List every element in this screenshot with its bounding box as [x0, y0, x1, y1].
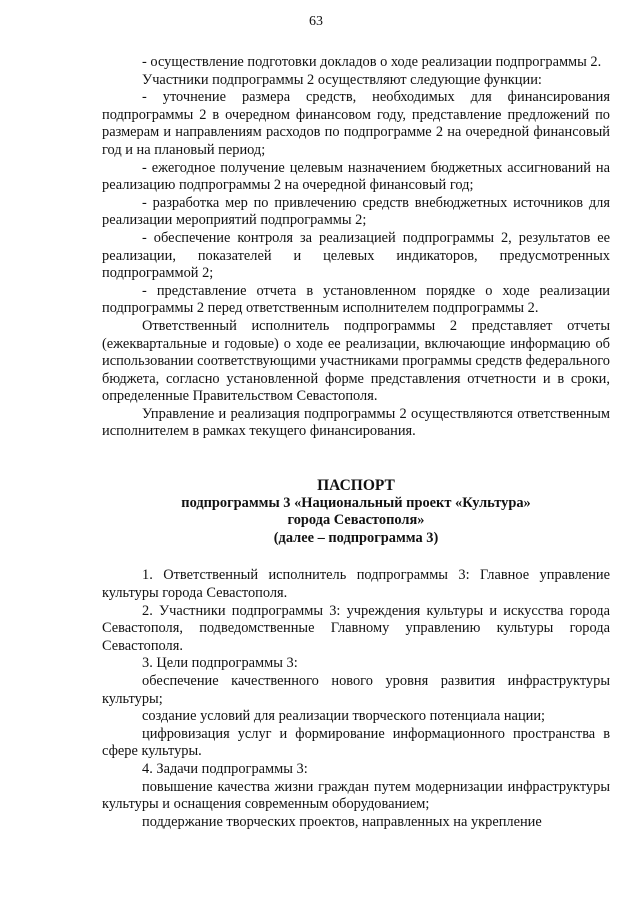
paragraph: 4. Задачи подпрограммы 3: [142, 760, 308, 777]
paragraph: - обеспечение контроля за реализацией подпрограммы 2, результатов ее реализации, показателей и целевых индикаторов, предусмотренных подпрограммой 2; [102, 229, 610, 282]
paragraph: создание условий для реализации творческого потенциала нации; [142, 708, 546, 725]
passport-title: ПАСПОРТ [317, 477, 395, 495]
paragraph: 3. Цели подпрограммы 3: [142, 655, 298, 672]
paragraph: Ответственный исполнитель подпрограммы 2 представляет отчеты (ежеквартальные и годовые) о ходе ее реализации, включающие информацию об использовании соответствующими участниками программы средств федерального бюджета, согласно установленной форме представления отчетности и в сроки, определенные Правительством Севастополя. [102, 317, 610, 405]
document-body [102, 54, 610, 831]
page-number: 63 [309, 14, 323, 29]
paragraph: - разработка мер по привлечению средств внебюджетных источников для реализации мероприятий подпрограммы 2; [102, 194, 610, 229]
paragraph: повышение качества жизни граждан путем модернизации инфраструктуры культуры и оснащения современным оборудованием; [102, 778, 610, 813]
passport-subtitle: (далее – подпрограмма 3) [273, 529, 439, 546]
paragraph: - ежегодное получение целевым назначением бюджетных ассигнований на реализацию подпрограммы 2 на очередной финансовый год; [102, 159, 610, 194]
paragraph: цифровизация услуг и формирование информационного пространства в сфере культуры. [102, 725, 610, 760]
paragraph: 1. Ответственный исполнитель подпрограммы 3: Главное управление культуры города Севастополя. [102, 567, 610, 602]
paragraph: Управление и реализация подпрограммы 2 осуществляются ответственным исполнителем в рамках текущего финансирования. [102, 405, 610, 440]
paragraph: обеспечение качественного нового уровня развития инфраструктуры культуры; [102, 673, 610, 707]
paragraph: Участники подпрограммы 2 осуществляют следующие функции: [142, 71, 542, 88]
paragraph: - осуществление подготовки докладов о ходе реализации подпрограммы 2. [142, 54, 602, 70]
passport-subtitle: подпрограммы 3 «Национальный проект «Культура» [181, 494, 531, 511]
paragraph: 2. Участники подпрограммы 3: учреждения культуры и искусства города Севастополя, подведомственные Главному управлению культуры города Севастополя. [102, 602, 610, 654]
paragraph: - представление отчета в установленном порядке о ходе реализации подпрограммы 2 перед ответственным исполнителем подпрограммы 2. [102, 282, 610, 317]
paragraph: поддержание творческих проектов, направленных на укрепление [142, 813, 542, 830]
paragraph: - уточнение размера средств, необходимых для финансирования подпрограммы 2 в очередном финансовом году, представление предложений по размерам и направлениям расходов по подпрограмме 2 на очередной финансовый год и на плановый период; [102, 89, 610, 158]
passport-subtitle: города Севастополя» [287, 512, 425, 529]
